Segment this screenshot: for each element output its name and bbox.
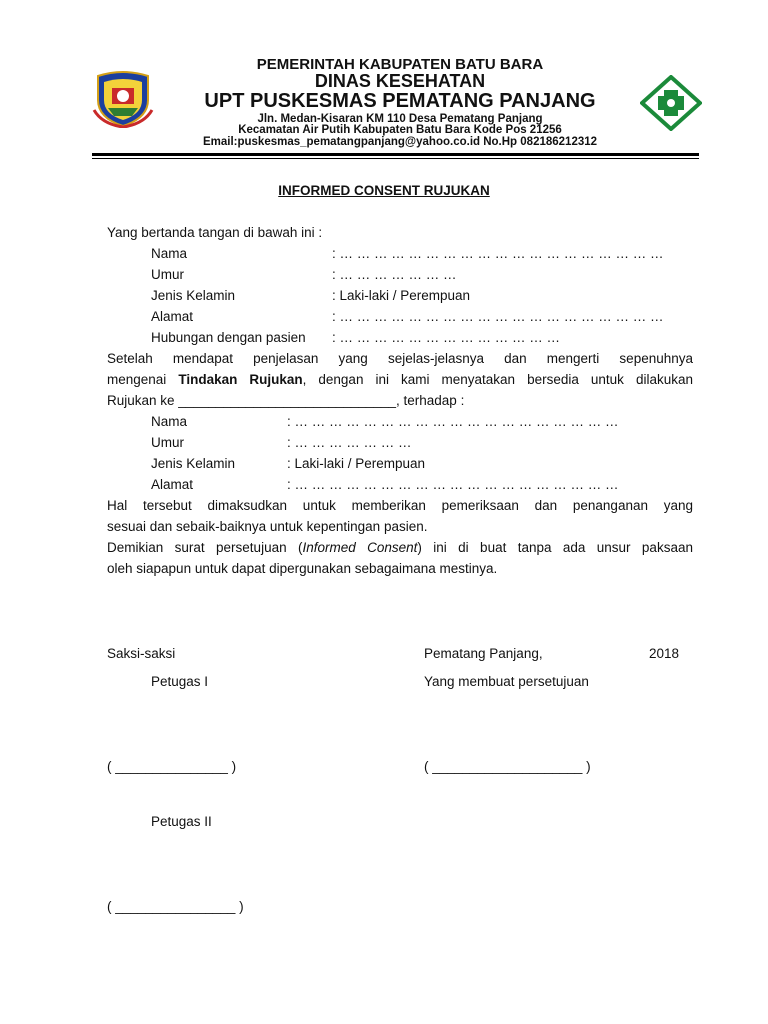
- paragraph-2-line-3-post: ) ini di buat tanpa ada unsur paksaan: [417, 540, 693, 555]
- paragraph-2-line-4: oleh siapapun untuk dapat dipergunakan sebagaimana mestinya.: [107, 561, 498, 576]
- paragraph-1-line-2-post: , dengan ini kami menyatakan bersedia untuk dilakukan: [302, 372, 693, 387]
- officer-1-signature-line: ( _______________ ): [107, 759, 237, 774]
- field-value-alamat: : … … … … … … … … … … … … … … … … … … …: [332, 309, 664, 324]
- header-address-1: Jln. Medan-Kisaran KM 110 Desa Pematang Panjang: [257, 113, 543, 125]
- officer-2-label: Petugas II: [151, 814, 212, 829]
- paragraph-2-line-1: Hal tersebut dimaksudkan untuk memberikan pemeriksaan dan penanganan yang: [107, 498, 693, 513]
- intro-text: Yang bertanda tangan di bawah ini :: [107, 225, 323, 240]
- tindakan-rujukan-bold: Tindakan Rujukan: [178, 372, 303, 387]
- header-address-2: Kecamatan Air Putih Kabupaten Batu Bara Kode Pos 21256: [238, 124, 562, 136]
- officer-1-label: Petugas I: [151, 674, 209, 689]
- document-title: INFORMED CONSENT RUJUKAN: [278, 183, 490, 198]
- header-rule-thick: [92, 153, 699, 156]
- place-label: Pematang Panjang,: [424, 646, 543, 661]
- patient-label-alamat: Alamat: [151, 477, 194, 492]
- header-agency: DINAS KESEHATAN: [314, 71, 486, 91]
- patient-value-nama: : … … … … … … … … … … … … … … … … … … …: [287, 414, 619, 429]
- batu-bara-emblem: [92, 70, 154, 128]
- paragraph-1-line-2-pre: mengenai: [107, 372, 167, 387]
- field-label-nama: Nama: [151, 246, 188, 261]
- officer-2-signature-line: ( ________________ ): [107, 899, 244, 914]
- field-label-umur: Umur: [151, 267, 184, 282]
- paragraph-2-line-2: sesuai dan sebaik-baiknya untuk kepentingan pasien.: [107, 519, 428, 534]
- consent-maker-label: Yang membuat persetujuan: [424, 674, 589, 689]
- field-value-umur: : … … … … … … …: [332, 267, 457, 282]
- paragraph-2-line-3-pre: Demikian surat persetujuan (: [107, 540, 303, 555]
- header-address-3: Email:puskesmas_pematangpanjang@yahoo.co.id No.Hp 082186212312: [202, 136, 598, 148]
- header-rule-thin: [92, 158, 699, 159]
- patient-label-umur: Umur: [151, 435, 184, 450]
- field-value-jenis-kelamin: : Laki-laki / Perempuan: [332, 288, 471, 303]
- patient-value-alamat: : … … … … … … … … … … … … … … … … … … …: [287, 477, 619, 492]
- informed-consent-italic: Informed Consent: [302, 540, 418, 555]
- patient-value-jenis-kelamin: : Laki-laki / Perempuan: [287, 456, 426, 471]
- field-value-nama: : … … … … … … … … … … … … … … … … … … …: [332, 246, 664, 261]
- year-label: 2018: [649, 646, 680, 661]
- patient-value-umur: : … … … … … … …: [287, 435, 412, 450]
- field-label-hubungan: Hubungan dengan pasien: [151, 330, 306, 345]
- field-label-alamat: Alamat: [151, 309, 194, 324]
- witnesses-label: Saksi-saksi: [107, 646, 176, 661]
- header-puskesmas: UPT PUSKESMAS PEMATANG PANJANG: [204, 90, 596, 112]
- patient-label-jenis-kelamin: Jenis Kelamin: [151, 456, 236, 471]
- paragraph-2-line-3: [107, 540, 693, 555]
- field-value-hubungan: : … … … … … … … … … … … … …: [332, 330, 561, 345]
- consent-maker-signature-line: ( ____________________ ): [424, 759, 591, 774]
- paragraph-1-line-3: Rujukan ke _____________________________, terhadap :: [107, 393, 465, 408]
- paragraph-1-line-1: Setelah mendapat penjelasan yang sejelas-jelasnya dan mengerti sepenuhnya: [107, 351, 693, 366]
- patient-label-nama: Nama: [151, 414, 188, 429]
- header-government: PEMERINTAH KABUPATEN BATU BARA: [256, 56, 544, 73]
- field-label-jenis-kelamin: Jenis Kelamin: [151, 288, 236, 303]
- paragraph-1-line-2: [107, 372, 693, 387]
